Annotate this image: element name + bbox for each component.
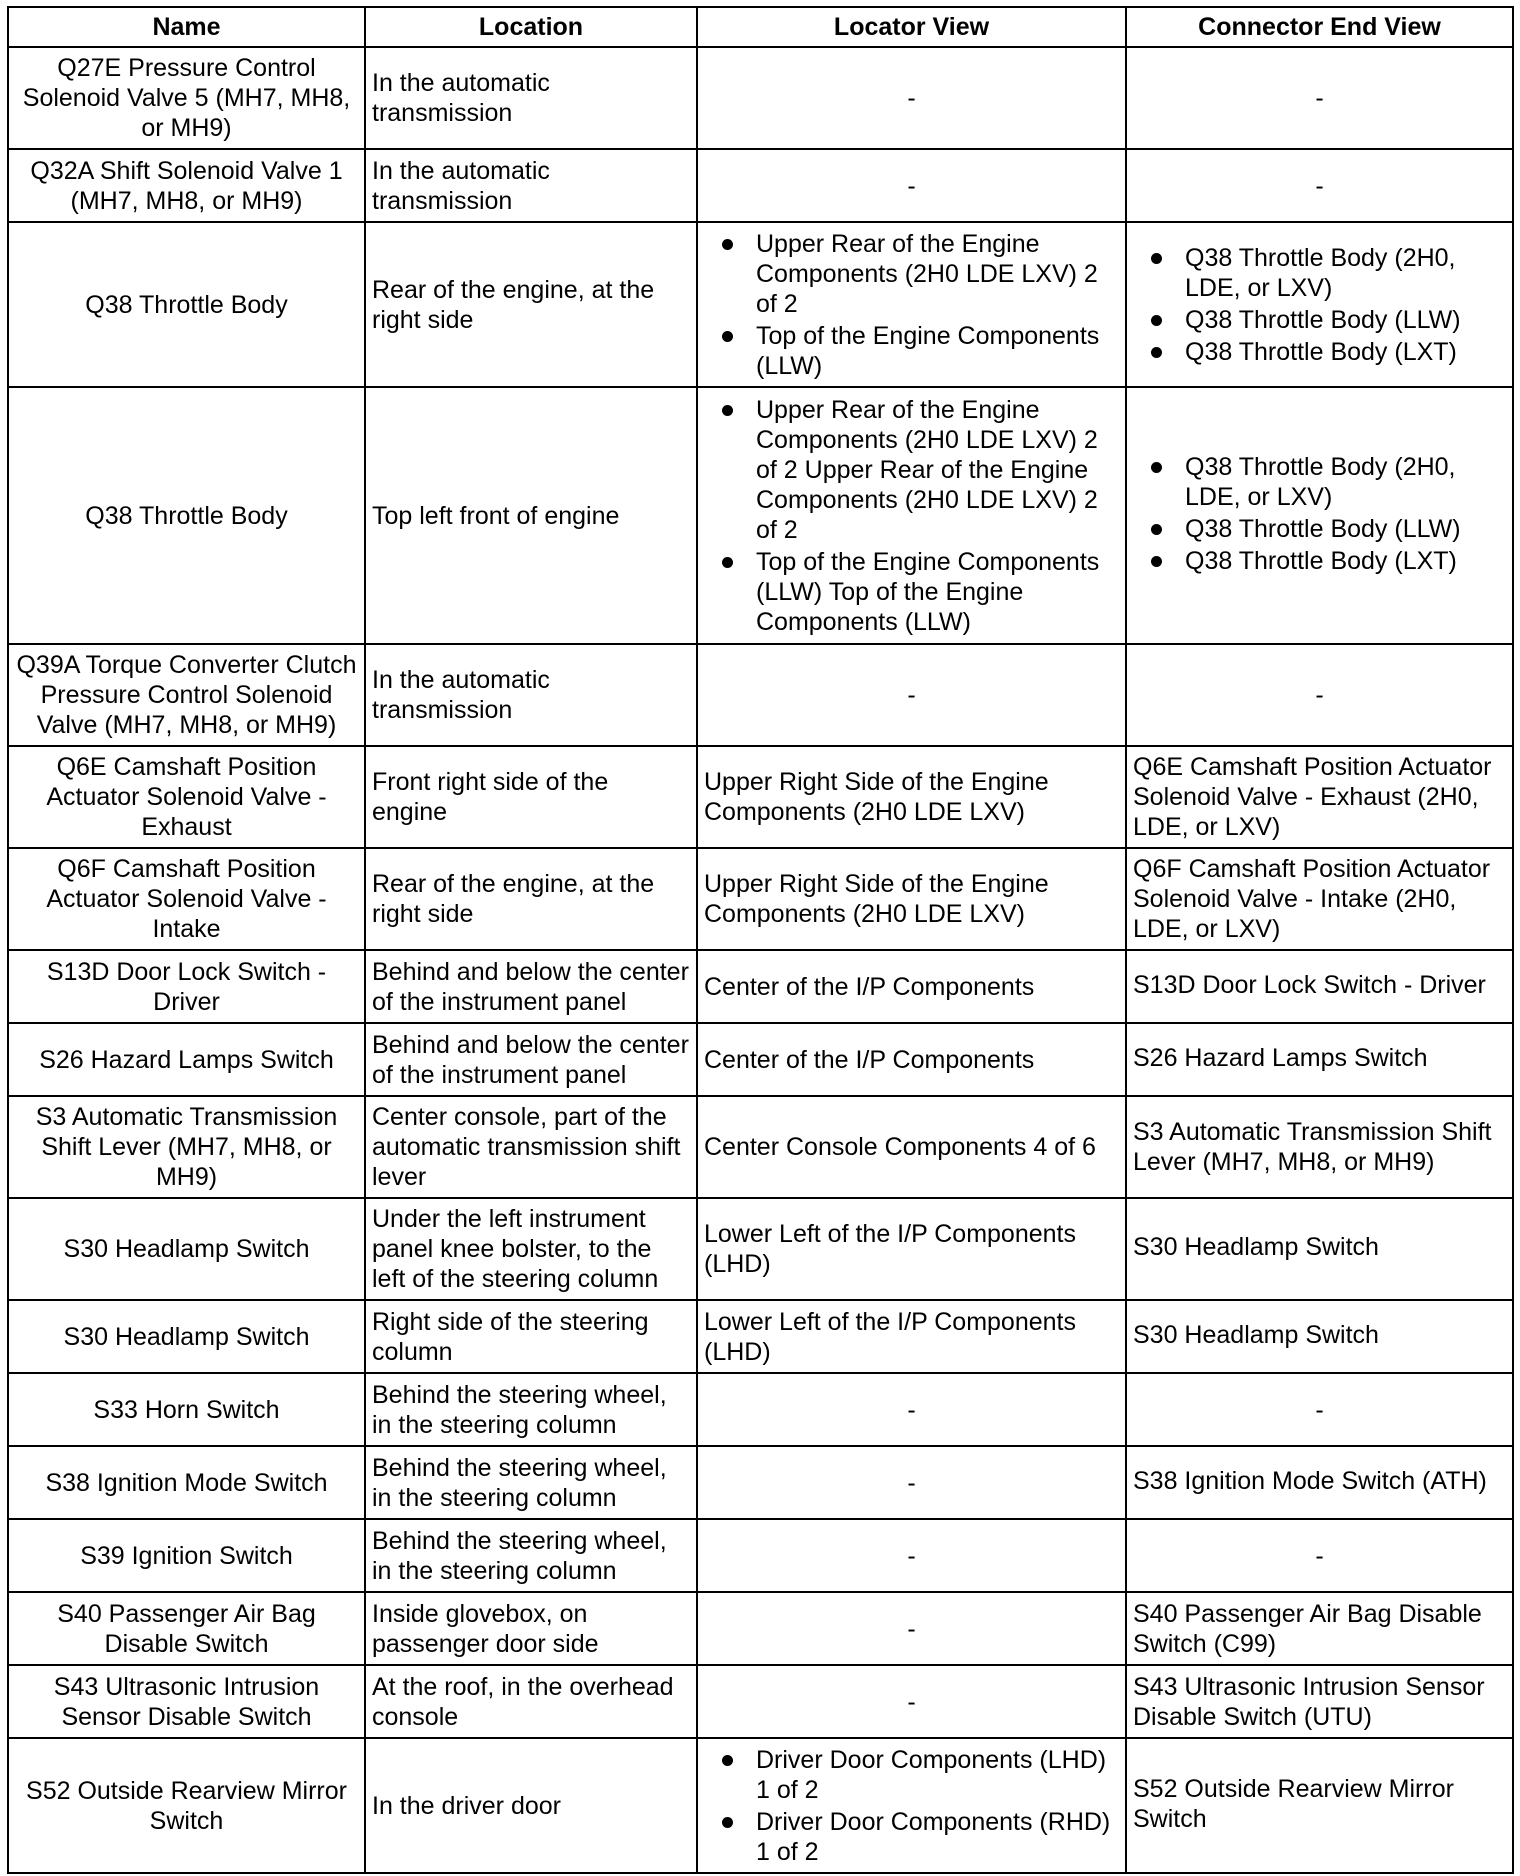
connector-link[interactable]: Q38 Throttle Body (LXT)	[1185, 337, 1506, 367]
cell-connector-end-view: -	[1126, 644, 1513, 746]
cell-locator-view[interactable]: Center of the I/P Components	[697, 1023, 1126, 1096]
cell-connector-end-view[interactable]: S52 Outside Rearview Mirror Switch	[1126, 1738, 1513, 1873]
connector-link[interactable]: Q38 Throttle Body (LLW)	[1185, 514, 1506, 544]
locator-link[interactable]: Driver Door Components (LHD) 1 of 2	[756, 1745, 1119, 1805]
cell-locator-view: -	[697, 1446, 1126, 1519]
cell-locator-view[interactable]: Center of the I/P Components	[697, 950, 1126, 1023]
cell-locator-view[interactable]: Upper Right Side of the Engine Components (2H0 LDE LXV)	[697, 848, 1126, 950]
cell-location: Behind and below the center of the instrument panel	[365, 950, 697, 1023]
table-row	[8, 644, 1513, 746]
cell-location: Under the left instrument panel knee bolster, to the left of the steering column	[365, 1198, 697, 1300]
cell-locator-view: -	[697, 1665, 1126, 1738]
header-name: Name	[8, 7, 365, 47]
table-row	[8, 387, 1513, 644]
cell-location: In the automatic transmission	[365, 644, 697, 746]
cell-name: Q6F Camshaft Position Actuator Solenoid Valve - Intake	[8, 848, 365, 950]
connector-link[interactable]: Q38 Throttle Body (LLW)	[1185, 305, 1506, 335]
header-locator-view: Locator View	[697, 7, 1126, 47]
cell-name: Q32A Shift Solenoid Valve 1 (MH7, MH8, or MH9)	[8, 149, 365, 222]
cell-name: Q39A Torque Converter Clutch Pressure Control Solenoid Valve (MH7, MH8, or MH9)	[8, 644, 365, 746]
cell-connector-end-view[interactable]: S40 Passenger Air Bag Disable Switch (C99)	[1126, 1592, 1513, 1665]
table-row	[8, 1023, 1513, 1096]
cell-location: Behind the steering wheel, in the steering column	[365, 1446, 697, 1519]
cell-connector-end-view[interactable]: S3 Automatic Transmission Shift Lever (MH7, MH8, or MH9)	[1126, 1096, 1513, 1198]
locator-link[interactable]: Driver Door Components (RHD) 1 of 2	[756, 1807, 1119, 1867]
table-row	[8, 746, 1513, 848]
table-row	[8, 222, 1513, 387]
cell-name: Q38 Throttle Body	[8, 387, 365, 644]
table-row	[8, 1096, 1513, 1198]
cell-locator-view: -	[697, 1373, 1126, 1446]
cell-locator-view	[697, 222, 1126, 387]
locator-link[interactable]: Upper Rear of the Engine Components (2H0 LDE LXV) 2 of 2 Upper Rear of the Engine Components (2H0 LDE LXV) 2 of 2	[756, 395, 1119, 545]
locator-link[interactable]: Top of the Engine Components (LLW) Top of the Engine Components (LLW)	[756, 547, 1119, 637]
cell-location: Right side of the steering column	[365, 1300, 697, 1373]
table-row	[8, 1373, 1513, 1446]
cell-locator-view[interactable]: Lower Left of the I/P Components (LHD)	[697, 1300, 1126, 1373]
table-row	[8, 950, 1513, 1023]
cell-name: S52 Outside Rearview Mirror Switch	[8, 1738, 365, 1873]
cell-connector-end-view[interactable]: S26 Hazard Lamps Switch	[1126, 1023, 1513, 1096]
cell-location: At the roof, in the overhead console	[365, 1665, 697, 1738]
cell-connector-end-view	[1126, 222, 1513, 387]
table-header-row	[8, 7, 1513, 47]
cell-connector-end-view	[1126, 387, 1513, 644]
cell-connector-end-view[interactable]: S30 Headlamp Switch	[1126, 1198, 1513, 1300]
cell-name: S30 Headlamp Switch	[8, 1300, 365, 1373]
cell-connector-end-view[interactable]: S43 Ultrasonic Intrusion Sensor Disable Switch (UTU)	[1126, 1665, 1513, 1738]
cell-locator-view[interactable]: Upper Right Side of the Engine Components (2H0 LDE LXV)	[697, 746, 1126, 848]
cell-locator-view: -	[697, 1519, 1126, 1592]
table-row	[8, 1738, 1513, 1873]
cell-connector-end-view[interactable]: S13D Door Lock Switch - Driver	[1126, 950, 1513, 1023]
cell-name: S30 Headlamp Switch	[8, 1198, 365, 1300]
component-locator-table	[7, 6, 1514, 1874]
cell-location: Center console, part of the automatic transmission shift lever	[365, 1096, 697, 1198]
cell-location: In the driver door	[365, 1738, 697, 1873]
table-row	[8, 47, 1513, 149]
header-location: Location	[365, 7, 697, 47]
cell-connector-end-view[interactable]: S38 Ignition Mode Switch (ATH)	[1126, 1446, 1513, 1519]
connector-link[interactable]: Q38 Throttle Body (2H0, LDE, or LXV)	[1185, 452, 1506, 512]
table-row	[8, 1665, 1513, 1738]
connector-link[interactable]: Q38 Throttle Body (LXT)	[1185, 546, 1506, 576]
table-row	[8, 1198, 1513, 1300]
cell-name: S33 Horn Switch	[8, 1373, 365, 1446]
cell-connector-end-view: -	[1126, 1519, 1513, 1592]
cell-name: S3 Automatic Transmission Shift Lever (MH7, MH8, or MH9)	[8, 1096, 365, 1198]
locator-link[interactable]: Upper Rear of the Engine Components (2H0 LDE LXV) 2 of 2	[756, 229, 1119, 319]
cell-name: S26 Hazard Lamps Switch	[8, 1023, 365, 1096]
cell-location: Behind the steering wheel, in the steering column	[365, 1519, 697, 1592]
cell-name: Q6E Camshaft Position Actuator Solenoid Valve - Exhaust	[8, 746, 365, 848]
cell-connector-end-view: -	[1126, 47, 1513, 149]
cell-locator-view[interactable]: Lower Left of the I/P Components (LHD)	[697, 1198, 1126, 1300]
cell-name: S13D Door Lock Switch - Driver	[8, 950, 365, 1023]
locator-link[interactable]: Top of the Engine Components (LLW)	[756, 321, 1119, 381]
cell-name: S40 Passenger Air Bag Disable Switch	[8, 1592, 365, 1665]
cell-connector-end-view[interactable]: Q6F Camshaft Position Actuator Solenoid Valve - Intake (2H0, LDE, or LXV)	[1126, 848, 1513, 950]
table-row	[8, 1446, 1513, 1519]
cell-name: S43 Ultrasonic Intrusion Sensor Disable Switch	[8, 1665, 365, 1738]
cell-locator-view: -	[697, 644, 1126, 746]
cell-connector-end-view: -	[1126, 1373, 1513, 1446]
cell-name: Q38 Throttle Body	[8, 222, 365, 387]
cell-locator-view: -	[697, 47, 1126, 149]
cell-location: In the automatic transmission	[365, 47, 697, 149]
cell-location: Behind and below the center of the instrument panel	[365, 1023, 697, 1096]
cell-location: Top left front of engine	[365, 387, 697, 644]
cell-location: Front right side of the engine	[365, 746, 697, 848]
cell-location: Inside glovebox, on passenger door side	[365, 1592, 697, 1665]
cell-locator-view[interactable]: Center Console Components 4 of 6	[697, 1096, 1126, 1198]
cell-locator-view	[697, 1738, 1126, 1873]
cell-connector-end-view[interactable]: Q6E Camshaft Position Actuator Solenoid Valve - Exhaust (2H0, LDE, or LXV)	[1126, 746, 1513, 848]
cell-locator-view: -	[697, 1592, 1126, 1665]
cell-location: In the automatic transmission	[365, 149, 697, 222]
cell-location: Rear of the engine, at the right side	[365, 848, 697, 950]
cell-name: S38 Ignition Mode Switch	[8, 1446, 365, 1519]
cell-locator-view: -	[697, 149, 1126, 222]
cell-location: Behind the steering wheel, in the steering column	[365, 1373, 697, 1446]
header-connector-end-view: Connector End View	[1126, 7, 1513, 47]
table-row	[8, 149, 1513, 222]
table-row	[8, 1519, 1513, 1592]
cell-connector-end-view: -	[1126, 149, 1513, 222]
table-row	[8, 848, 1513, 950]
cell-name: S39 Ignition Switch	[8, 1519, 365, 1592]
connector-link[interactable]: Q38 Throttle Body (2H0, LDE, or LXV)	[1185, 243, 1506, 303]
table-row	[8, 1592, 1513, 1665]
table-row	[8, 1300, 1513, 1373]
cell-location: Rear of the engine, at the right side	[365, 222, 697, 387]
cell-name: Q27E Pressure Control Solenoid Valve 5 (MH7, MH8, or MH9)	[8, 47, 365, 149]
cell-locator-view	[697, 387, 1126, 644]
cell-connector-end-view[interactable]: S30 Headlamp Switch	[1126, 1300, 1513, 1373]
